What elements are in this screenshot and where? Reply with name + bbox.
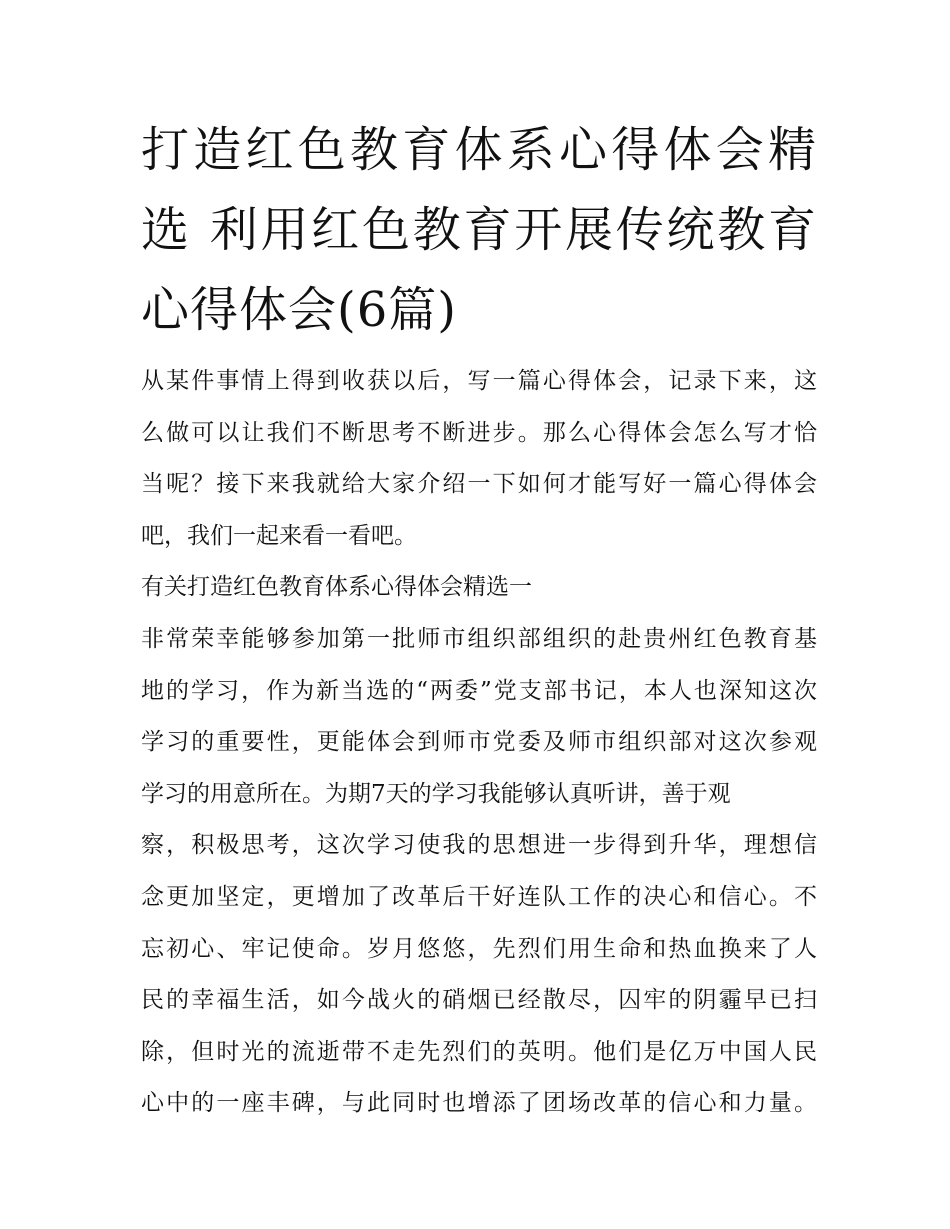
title-line-3: 心得体会(6篇) [141, 282, 457, 338]
section-heading: 有关打造红色教育体系心得体会精选一 [141, 574, 532, 601]
intro-line-3: 当呢？接下来我就给大家介绍一下如何才能写好一篇心得体会 [141, 471, 817, 498]
body-line-5: 察，积极思考，这次学习使我的思想进一步得到升华，理想信 [141, 832, 817, 859]
body-line-2: 地的学习，作为新当选的“两委”党支部书记，本人也深知这次 [141, 677, 817, 704]
intro-line-4: 吧，我们一起来看一看吧。 [141, 522, 417, 549]
intro-line-1: 从某件事情上得到收获以后，写一篇心得体会，记录下来，这 [141, 368, 817, 394]
body-paragraph [141, 614, 817, 1130]
title-line-1: 打造红色教育体系心得体会精 [141, 122, 817, 178]
body-line-4: 学习的用意所在。为期7天的学习我能够认真听讲，善于观 [141, 780, 731, 807]
body-line-9: 除，但时光的流逝带不走先烈们的英明。他们是亿万中国人民 [141, 1038, 817, 1065]
body-line-6: 念更加坚定，更增加了改革后干好连队工作的决心和信心。不 [141, 883, 817, 910]
body-line-1: 非常荣幸能够参加第一批师市组织部组织的赴贵州红色教育基 [141, 625, 817, 652]
body-line-10: 心中的一座丰碑，与此同时也增添了团场改革的信心和力量。 [141, 1090, 817, 1117]
body-line-7: 忘初心、牢记使命。岁月悠悠，先烈们用生命和热血换来了人 [141, 935, 817, 962]
intro-paragraph [141, 356, 817, 562]
body-line-8: 民的幸福生活，如今战火的硝烟已经散尽，囚牢的阴霾早已扫 [141, 987, 817, 1014]
title-line-2: 选 利用红色教育开展传统教育 [141, 202, 817, 258]
intro-line-2: 么做可以让我们不断思考不断进步。那么心得体会怎么写才恰 [141, 419, 817, 446]
document-page [141, 110, 817, 1130]
body-line-3: 学习的重要性，更能体会到师市党委及师市组织部对这次参观 [141, 729, 817, 756]
document-title [141, 110, 817, 350]
